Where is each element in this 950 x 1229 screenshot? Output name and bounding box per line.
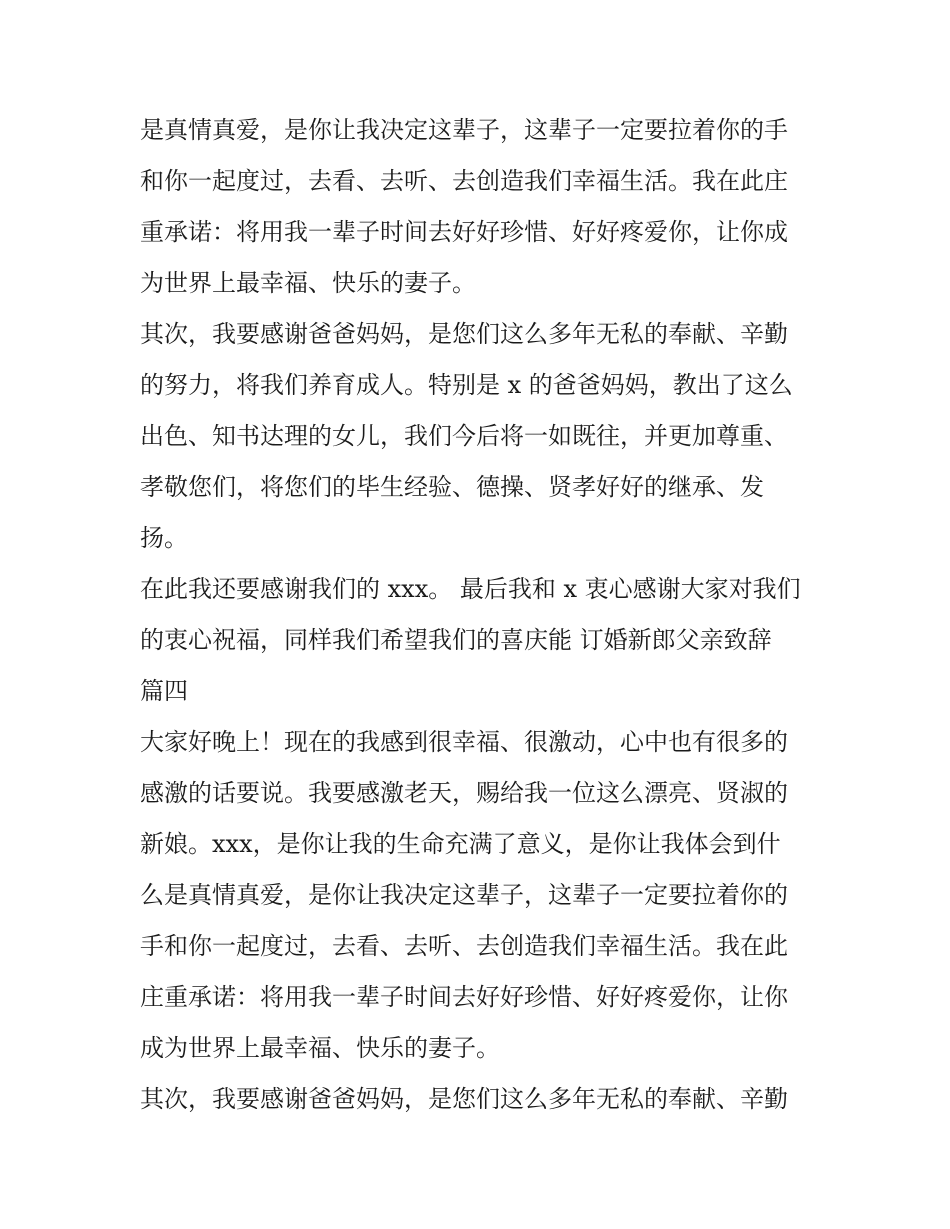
section-heading: 篇四 [140, 677, 188, 705]
text-line: 重承诺：将用我一辈子时间去好好珍惜、好好疼爱你，让你成 [140, 218, 788, 246]
text-line: 是真情真爱，是你让我决定这辈子，这辈子一定要拉着你的手 [140, 116, 788, 144]
text-line: 的努力，将我们养育成人。特别是 x 的爸爸妈妈，教出了这么 [140, 371, 793, 399]
text-line: 其次，我要感谢爸爸妈妈，是您们这么多年无私的奉献、辛勤 [140, 1085, 788, 1113]
text-line: 庄重承诺：将用我一辈子时间去好好珍惜、好好疼爱你，让你 [140, 983, 788, 1011]
text-line: 在此我还要感谢我们的 xxx。 最后我和 x 衷心感谢大家对我们 [140, 575, 801, 603]
text-line: 新娘。xxx，是你让我的生命充满了意义，是你让我体会到什 [140, 830, 781, 858]
text-line: 大家好晚上！现在的我感到很幸福、很激动，心中也有很多的 [140, 728, 788, 756]
text-line: 的衷心祝福，同样我们希望我们的喜庆能 订婚新郎父亲致辞 [140, 626, 772, 654]
text-line: 么是真情真爱，是你让我决定这辈子，这辈子一定要拉着你的 [140, 881, 788, 909]
text-line: 扬。 [140, 524, 188, 552]
text-line: 手和你一起度过，去看、去听、去创造我们幸福生活。我在此 [140, 932, 788, 960]
text-line: 为世界上最幸福、快乐的妻子。 [140, 269, 476, 297]
text-line: 孝敬您们，将您们的毕生经验、德操、贤孝好好的继承、发 [140, 473, 764, 501]
text-line: 和你一起度过，去看、去听、去创造我们幸福生活。我在此庄 [140, 167, 788, 195]
text-line: 感激的话要说。我要感激老天，赐给我一位这么漂亮、贤淑的 [140, 779, 788, 807]
text-line: 其次，我要感谢爸爸妈妈，是您们这么多年无私的奉献、辛勤 [140, 320, 788, 348]
text-line: 成为世界上最幸福、快乐的妻子。 [140, 1034, 500, 1062]
document-body [140, 105, 820, 1125]
text-line: 出色、知书达理的女儿，我们今后将一如既往，并更加尊重、 [140, 422, 788, 450]
